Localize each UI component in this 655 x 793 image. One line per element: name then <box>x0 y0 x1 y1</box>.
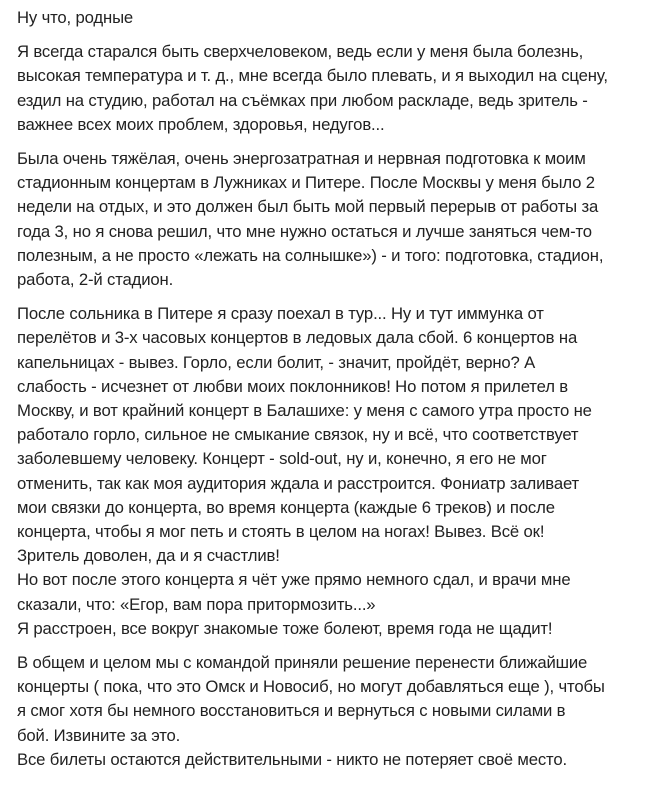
text-line: капельницах - вывез. Горло, если болит, - значит, пройдёт, верно? А <box>17 352 536 372</box>
text-line: Но вот после этого концерта я чёт уже прямо немного сдал, и врачи мне <box>17 570 571 590</box>
text-line: Была очень тяжёлая, очень энергозатратная и нервная подготовка к моим <box>17 149 586 169</box>
text-line: работа, 2-й стадион. <box>17 270 174 290</box>
paragraph-3 <box>17 302 641 641</box>
text-line: Я расстроен, все вокруг знакомые тоже болеют, время года не щадит! <box>17 618 553 638</box>
text-line: недели на отдых, и это должен был быть мой первый перерыв от работы за <box>17 197 599 217</box>
text-line: перелётов и 3-х часовых концертов в ледовых дала сбой. 6 концертов на <box>17 328 578 348</box>
text-line: заболевшему человеку. Концерт - sold-out, ну и, конечно, я его не мог <box>17 449 547 469</box>
text-line: ездил на студию, работал на съёмках при любом раскладе, ведь зритель - <box>17 90 588 110</box>
text-line: бой. Извините за это. <box>17 725 181 745</box>
text-line: Зритель доволен, да и я счастлив! <box>17 546 280 566</box>
paragraph-4 <box>17 651 641 772</box>
text-line: работало горло, сильное не смыкание связок, ну и всё, что соответствует <box>17 425 579 445</box>
text-line: полезным, а не просто «лежать на солнышке») - и того: подготовка, стадион, <box>17 245 604 265</box>
text-line: Я всегда старался быть сверхчеловеком, ведь если у меня была болезнь, <box>17 42 584 62</box>
text-line: года 3, но я снова решил, что мне нужно остаться и лучше заняться чем-то <box>17 221 592 241</box>
text-line: Москву, и вот крайний концерт в Балашихе: у меня с самого утра просто не <box>17 401 592 421</box>
greeting-paragraph <box>17 6 641 30</box>
text-line: После сольника в Питере я сразу поехал в тур... Ну и тут иммунка от <box>17 304 544 324</box>
paragraph-1 <box>17 40 641 137</box>
text-line: важнее всех моих проблем, здоровья, недугов... <box>17 114 385 134</box>
text-line: отменить, так как моя аудитория ждала и расстроится. Фониатр заливает <box>17 473 580 493</box>
text-line: слабость - исчезнет от любви моих поклонников! Но потом я прилетел в <box>17 376 568 396</box>
text-line: высокая температура и т. д., мне всегда было плевать, и я выходил на сцену, <box>17 66 608 86</box>
text-line: стадионным концертам в Лужниках и Питере. После Москвы у меня было 2 <box>17 173 595 193</box>
text-line: Все билеты остаются действительными - никто не потеряет своё место. <box>17 749 567 769</box>
text-line: В общем и целом мы с командой приняли решение перенести ближайшие <box>17 653 588 673</box>
text-line: я смог хотя бы немного восстановиться и вернуться с новыми силами в <box>17 701 566 721</box>
paragraph-2 <box>17 147 641 292</box>
text-line: мои связки до концерта, во время концерта (каждые 6 треков) и после <box>17 497 555 517</box>
text-line: сказали, что: «Егор, вам пора притормозить...» <box>17 594 376 614</box>
text-line: концерта, чтобы я мог петь и стоять в целом на ногах! Вывез. Всё ок! <box>17 522 545 542</box>
text-line: концерты ( пока, что это Омск и Новосиб, но могут добавляться еще ), чтобы <box>17 677 605 697</box>
greeting-text: Ну что, родные <box>17 8 134 27</box>
